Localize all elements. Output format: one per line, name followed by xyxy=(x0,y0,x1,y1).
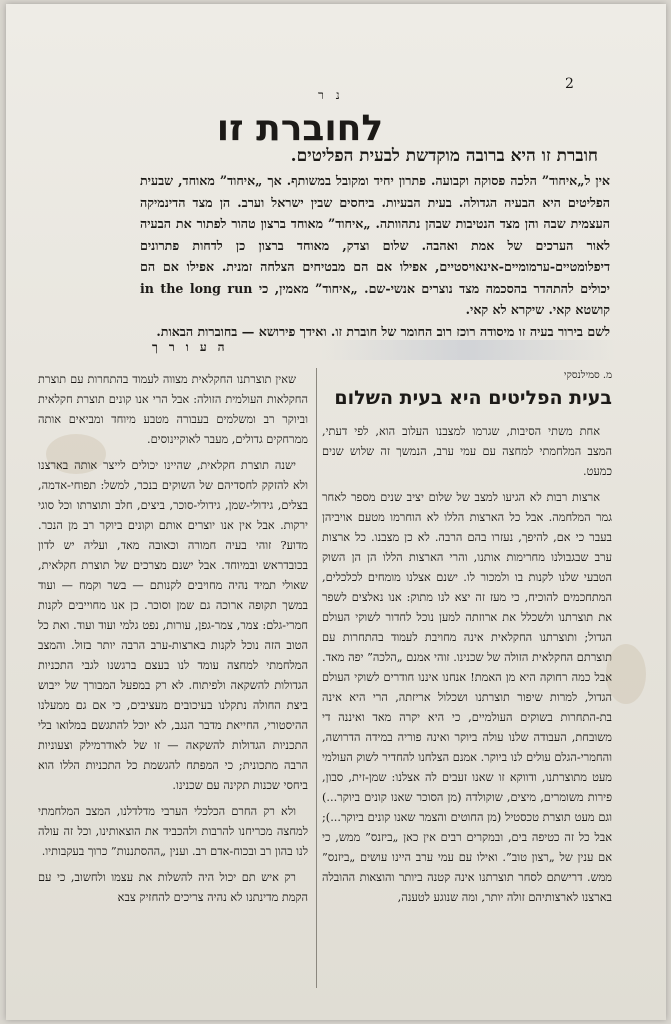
article-paragraph: שאין תוצרתנו החקלאית מצווה לעמוד בהתחרות עם תוצרת החקלאות העולמית הזולה: אבל הרי אנו קונים תוצרת חקלאית וביוקר רב ומשלמים בעבורה מטבע מיוחד ומביאים אותה ממרחקים גדולים, מעבר לאוקיינוסים. xyxy=(38,373,308,446)
editor-note xyxy=(140,170,610,342)
ink-smear xyxy=(320,340,616,360)
page-subtitle: חוברת זו היא ברובה מוקדשת לבעית הפליטים. xyxy=(290,146,598,166)
article-paragraph: ישנה תוצרת חקלאית, שהיינו יכולים לייצר אותה בארצנו ולא להזקק לחסדיהם של השוקים בנכר, למשל: תפוחי-אדמה, בצלים, גידולי-שמן, גידולי-סוכר, ביצים, חלב ותוצרתו וכל סוגי ירקות. אבל אין אנו יוצרים אותם וקונים ביוקר רב מן הנכר. מדוע? זוהי בעיה חמורה וכאובה מאד, ועליה יש לדון בכובדראש ובמיוחד. אבל ישנם מצרכים של תוצרת חקלאית, שאולי תמיד נהיה מחויבים לקנותם — בשר וקמח — ועוד במשך תקופה ארוכה גם שמן וסוכר. כן אנו מחוייבים לקנות חמרי-גלם: צמר, צמר-גפן, עורות, נפט גלמי ועוד ועוד. ואת כל הטוב הזה נוכל לקנות בארצות-ערב הרבה יותר בזול. והמצב המלחמתי למחצה עומד לנו בעצם ברגשנו לגבי התכניות הגדולות להשקאה ולפיתוח. לא רק במפעל המבורך של ייבוש ביצת החולה נתקלנו בעיכובים מעציבים, כי אם גם ממעלנו ההיסטורי, החייאת מדבר הנגב, לא יוכל להתגשם במלואו בלי התכניות הגדולות להשקאה — זו של לאודרמילק וצעוניות הרבה מתכונית; כי המפתח להגשמת כל התכניות הללו הוא ביחסי שכנות תקינה עם שכנינו. xyxy=(38,459,308,792)
editor-paragraph: אין ל„איחוד” הלכה פסוקה וקבועה. פתרון יחיד ומקובל במשותף. אך „איחוד” מאוחד, שבעית הפליטים היא הבעיה הגדולה. בעית הבעיות. ביחסים שבין ישראל וערב. הן מצד הדינמיקה העצמית שבה והן מצד הנטיבות שבהן נתהוותה. „איחוד” מאוחד ברצון טהור לפתור את הבעיה לאור הערכים של אמת ואהבה. שלום וצדק, מאוחד ברצון כן לדחות פתרונים דיפלומטיים-ערמומיים-אינאויסטיים, אפילו אם הם מבטיחים הצלחה זמנית. אפילו אם הם יכולים להתהדר בהסכמה מצד נוצרים אנשי-שם. „איחוד” מאמין, כי in the long run קושטא קאי. שיקרא לא קאי. xyxy=(140,173,610,317)
article-title: בעית הפליטים היא בעית השלום xyxy=(334,387,612,409)
editor-signature: העורך xyxy=(152,340,236,354)
article-paragraph: ולא רק החרם הכלכלי הערבי מדלדלנו, המצב המלחמתי למחצה מכריחנו להרבות ולהכביד את הוצאותינו, וכל זה עולה לנו בהון רב ובכוח-אדם רב. וענין „ההסתננות” כרוך בעקבותיו. xyxy=(38,805,308,858)
article-left-column xyxy=(38,370,308,914)
article-right-column xyxy=(322,366,612,914)
paper-stain xyxy=(606,644,646,704)
page-title: לחוברת זו xyxy=(216,108,384,149)
article-byline: מ. סמילנסקי xyxy=(563,370,612,381)
article-paragraph: ארצות רבות לא הגיעו למצב של שלום יציב שנים מספר לאחר גמר המלחמה. אבל כל הארצות הללו לא הוחרמו מטעם אויביהן בעבר כי אם, להיפך, נעזרו בהם הרבה. לא כן מצבנו. כל ארצות ערב שבגבולנו מחרימות אותנו, והרי הארצות הללו הן הן השוק הטבעי שלנו לקנות בו ולמכור לו. ישנם אצלנו מומחים לכלכלים, המתחכמים להוכיח, כי מעז זה יצא לנו מתוק: אנו נאלצים לשפר את תוצרתנו ולשכלל את ארוזתה למען נוכל לחדור לשוקי העולם הגדול; ותוצרתנו החקלאית אינה מחויבת לעמוד בהתחרות עם תוצרתם החקלאית הזולה של שכנינו. זוהי אמנם „הלכה” יפה מאד. אבל כמה רחוקה היא מן האמת! אנחנו איננו חודרים לשוקי העולם הגדול, למרות שיפור תוצרתנו ושכלול אריזתה, הרי היא אינה בת-התחרות בשוקים העולמיים, כי היא יקרה מאד ואיננה די משובחת, העבודה שלנו עולה ביוקר ואינה פוריה במידה הדרושה, והחמרי-הגלם עולים לנו ביוקר. אמנם הצלחנו להחדיר לשוק העולמי מעט מתוצרתנו, ודווקא זו שאנו זעבים לה אצלנו: שמן-זית, סבון, פירות משומרים, מיצים, שוקולדה (מן הסוכר שאנו קונים ביוקר...) וגם מעט תוצרת טכסטיל (מן החוטים והצמר שאנו קונים ביוקר...); אבל כל זה כטיפה בים, ובמקרים רבים אין כאן „ביזנס” ממש, כי אם ענין של „רצון טוב”. ואילו עם עמי ערב היינו עושים „ביזנס” ממש. דרישתם לסחר תוצרתנו אינה קטנה ביותר והוצאות ההובלה בארצנו לארצותיהם זולה יותר, ומה שנוגע לטענה, xyxy=(322,491,612,904)
hebrew-page-number: נ ר xyxy=(318,88,344,102)
article-paragraph: רק איש תם יכול היה להשלות את עצמו ולחשוב, כי עם הקמת מדינתנו לא נהיה צריכים להחזיק צבא xyxy=(38,871,308,904)
editor-paragraph: לשם בירור בעיה זו מיסודה רוכז רוב החומר של חוברת זו. ואידך פירושא — בחוברות הבאות. xyxy=(156,323,610,339)
article-paragraph: אחת משתי הסיבות, שגרמו למצבנו העלוב הוא, לפי דעתי, המצב המלחמתי למחצה עם עמי ערב, הנמשך זה שלוש שנים כמעט. xyxy=(322,425,612,478)
column-divider xyxy=(316,368,317,988)
page-number: 2 xyxy=(565,76,574,92)
